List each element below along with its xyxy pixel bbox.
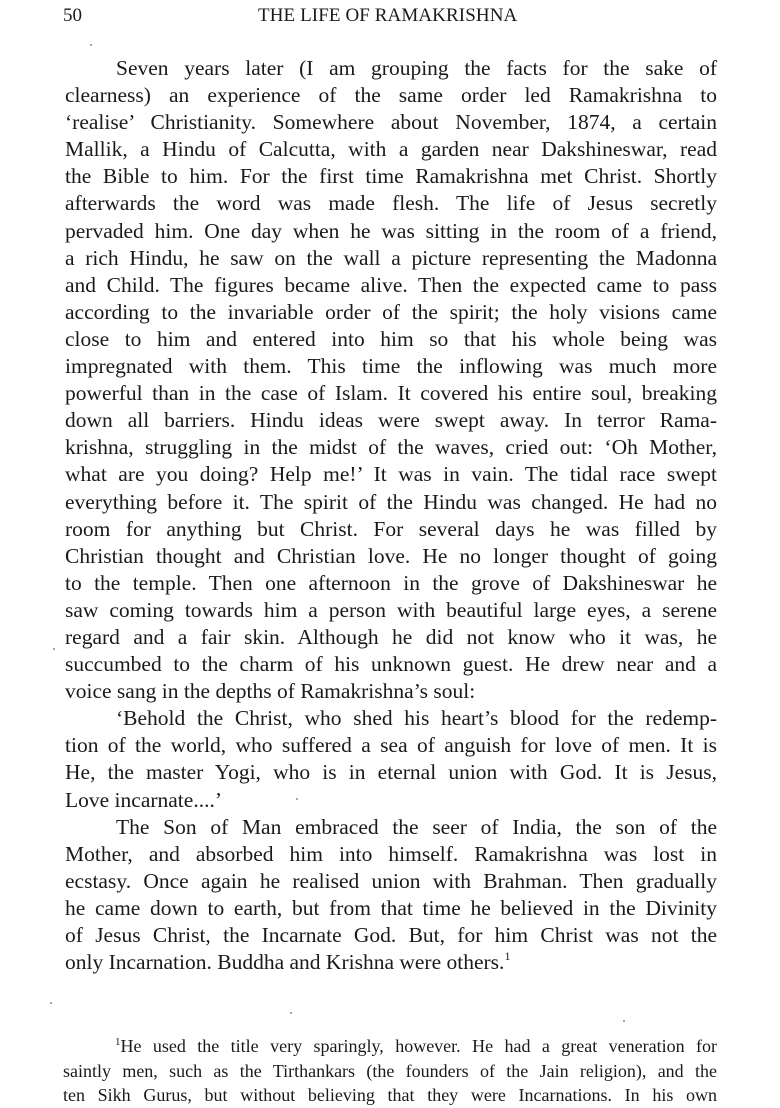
text-line: ecstasy. Once again he realised union with Brahman. Then gradually <box>65 868 717 893</box>
text-line: according to the invariable order of the spirit; the holy visions came <box>65 299 717 324</box>
text-line: powerful than in the case of Islam. It covered his entire soul, breaking <box>65 381 717 406</box>
text-line: Mother, and absorbed him into himself. Ramakrishna was lost in <box>65 841 717 866</box>
footnotes <box>63 1034 717 1108</box>
footnote-reference[interactable]: 1 <box>504 949 511 964</box>
text-line: saw coming towards him a person with beautiful large eyes, a serene <box>65 597 717 622</box>
scan-speck <box>90 44 92 46</box>
quote-line: tion of the world, who suffered a sea of anguish for love of men. It is <box>65 733 717 758</box>
quote-line: ‘Behold the Christ, who shed his heart’s blood for the redemp- <box>116 706 717 731</box>
scan-speck <box>50 1002 52 1004</box>
text-line <box>65 949 717 976</box>
page-number: 50 <box>63 5 82 26</box>
text-line: of Jesus Christ, the Incarnate God. But, for him Christ was not the <box>65 923 717 947</box>
text-line: Christian thought and Christian love. He no longer thought of going <box>65 543 717 568</box>
body-text <box>65 55 717 976</box>
text-line: krishna, struggling in the midst of the waves, cried out: ‘Oh Mother, <box>65 435 717 460</box>
footnote-line <box>63 1034 717 1059</box>
text-line: everything before it. The spirit of the Hindu was changed. He had no <box>65 489 717 514</box>
scan-speck <box>296 798 298 800</box>
text-line: a rich Hindu, he saw on the wall a picture representing the Madonna <box>65 245 717 270</box>
text-line: to the temple. Then one afternoon in the grove of Dakshineswar he <box>65 570 717 595</box>
quote-line: He, the master Yogi, who is in eternal union with God. It is Jesus, <box>65 760 717 785</box>
running-title: THE LIFE OF RAMAKRISHNA <box>258 5 518 26</box>
text-line: Seven years later (I am grouping the facts for the sake of <box>116 56 717 80</box>
scan-speck <box>623 1020 625 1022</box>
text-line: succumbed to the charm of his unknown guest. He drew near and a <box>65 652 717 677</box>
text-line: afterwards the word was made flesh. The life of Jesus secretly <box>65 191 717 216</box>
footnote-line: saintly men, such as the Tirthankars (the founders of the Jain religion), and the <box>63 1060 717 1081</box>
text-line: what are you doing? Help me!’ It was in vain. The tidal race swept <box>65 462 717 487</box>
text-line: the Bible to him. For the first time Ramakrishna met Christ. Shortly <box>65 164 717 189</box>
text-line: Mallik, a Hindu of Calcutta, with a garden near Dakshineswar, read <box>65 137 717 162</box>
text-line: and Child. The figures became alive. Then the expected came to pass <box>65 272 717 297</box>
text-line: close to him and entered into him so that his whole being was <box>65 326 717 351</box>
text-line: ‘realise’ Christianity. Somewhere about November, 1874, a certain <box>65 110 717 135</box>
text-line: impregnated with them. This time the inflowing was much more <box>65 354 717 379</box>
quote-line: Love incarnate....’ <box>65 787 222 812</box>
running-head <box>0 2 780 30</box>
text-line: he came down to earth, but from that time he believed in the Divinity <box>65 895 717 920</box>
text-line: voice sang in the depths of Ramakrishna’s soul: <box>65 679 476 704</box>
text-line: clearness) an experience of the same order led Ramakrishna to <box>65 83 717 108</box>
scan-speck <box>290 1012 292 1014</box>
text-line: room for anything but Christ. For several days he was filled by <box>65 516 717 541</box>
text-line: pervaded him. One day when he was sitting in the room of a friend, <box>65 218 717 243</box>
text-line: The Son of Man embraced the seer of India, the son of the <box>116 814 717 839</box>
scan-speck <box>53 648 55 650</box>
text-line: regard and a fair skin. Although he did not know who it was, he <box>65 624 717 649</box>
footnote-line: ten Sikh Gurus, but without believing that they were Incarnations. In his own <box>63 1085 717 1105</box>
footnote-text: He used the title very sparingly, however. He had a great veneration for <box>120 1036 717 1056</box>
text-line-content: only Incarnation. Buddha and Krishna were others. <box>65 950 505 975</box>
footnote-marker: 1 <box>115 1036 121 1048</box>
text-line: down all barriers. Hindu ideas were swept away. In terror Rama- <box>65 408 717 433</box>
